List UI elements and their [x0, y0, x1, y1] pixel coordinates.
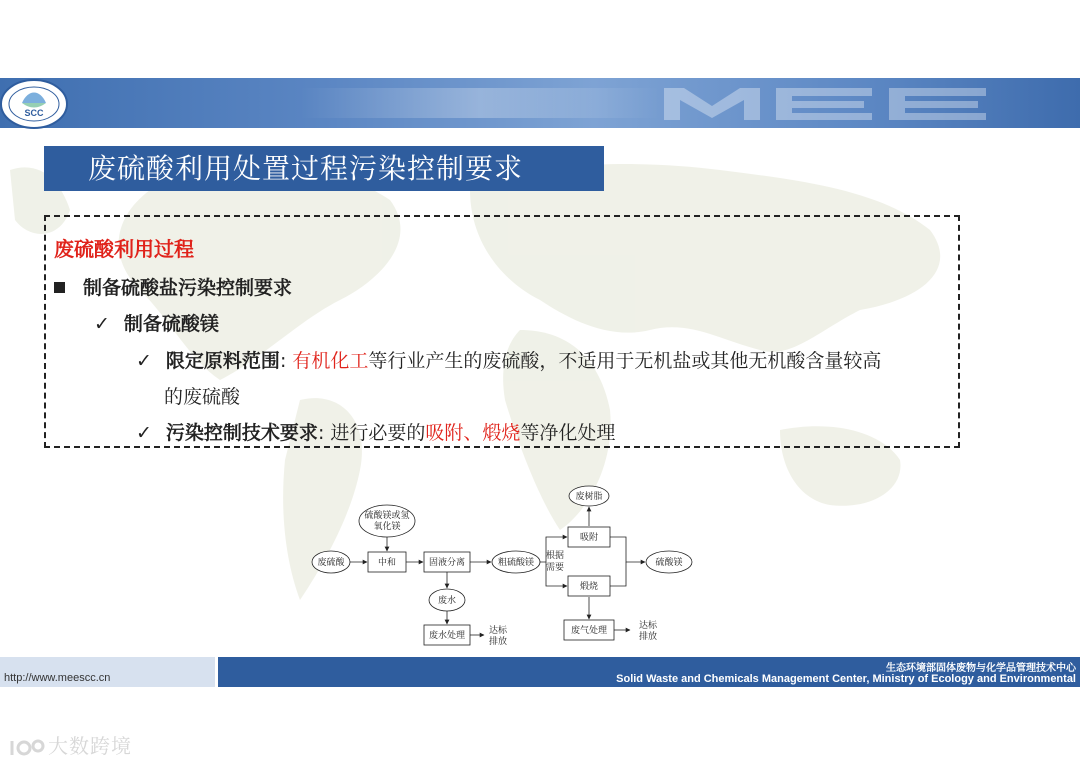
label-discharge-1: 达标 [488, 626, 508, 636]
bullet-item [54, 273, 292, 300]
watermark-text: 大数跨境 [48, 734, 132, 758]
content-box [44, 215, 960, 448]
label-discharge-2: 排放 [488, 637, 508, 647]
slide-title: 废硫酸利用处置过程污染控制要求 [44, 146, 604, 191]
highlight-text: 有机化工 [292, 350, 369, 372]
requirement-item-control-tech [136, 418, 615, 445]
organization-name-en: Solid Waste and Chemicals Management Center, Ministry of Ecology and Environmental [616, 673, 1076, 685]
watermark-logo-icon [8, 737, 48, 759]
requirement-text: 等净化处理 [520, 422, 616, 444]
sub-item [94, 309, 219, 336]
label-adsorb: 吸附 [579, 533, 599, 543]
label-colon: : [279, 350, 287, 372]
label-neutralize: 中和 [377, 558, 397, 568]
label-wastewater: 废水 [437, 596, 457, 606]
requirement-label: 限定原料范围 [165, 350, 280, 372]
label-crude: 粗硫酸镁 [497, 558, 535, 568]
label-gas-treatment: 废气处理 [570, 626, 608, 636]
square-bullet-icon [54, 282, 65, 293]
label-decide-1: 根据 [545, 551, 565, 561]
label-decide-2: 需要 [545, 563, 565, 573]
label-resin: 废树脂 [575, 492, 603, 502]
mee-banner-letters [664, 86, 989, 122]
section-heading: 废硫酸利用过程 [54, 237, 194, 261]
check-icon: ✓ [94, 313, 110, 335]
requirement-text: 进行必要的 [330, 422, 426, 444]
node-reagent [359, 505, 415, 537]
requirement-label: 污染控制技术要求 [165, 422, 318, 444]
label-separation: 固液分离 [428, 558, 466, 568]
label-colon: : [317, 422, 325, 444]
label-calcine: 煅烧 [579, 582, 599, 592]
label-product: 硫酸镁 [655, 558, 683, 568]
label-discharge-2: 排放 [638, 632, 658, 642]
check-icon: ✓ [136, 422, 152, 444]
highlight-text: 吸附、煅烧 [425, 422, 521, 444]
website-link[interactable]: http://www.meescc.cn [4, 672, 111, 684]
label-reagent-2: 氧化镁 [373, 522, 401, 532]
requirement-text: 等行业产生的废硫酸，不适用于无机盐或其他无机酸含量较高 [368, 350, 882, 372]
label-ww-treatment: 废水处理 [428, 631, 466, 641]
label-waste-acid: 废硫酸 [317, 558, 345, 568]
footer-bar [0, 657, 1080, 687]
label-discharge-1: 达标 [638, 621, 658, 631]
check-icon: ✓ [136, 350, 152, 372]
svg-text:SCC: SCC [24, 108, 44, 118]
scc-logo [0, 79, 72, 129]
process-flow-diagram [300, 480, 720, 655]
label-reagent-1: 硫酸镁或氢 [364, 511, 410, 521]
sub-item-text: 制备硫酸镁 [123, 313, 219, 335]
bullet-text: 制备硫酸盐污染控制要求 [83, 277, 293, 299]
requirement-continuation: 的废硫酸 [164, 386, 241, 408]
brand-watermark [8, 730, 132, 759]
requirement-item-raw-material [136, 346, 881, 373]
organization-name-cn: 生态环境部固体废物与化学品管理技术中心 [886, 663, 1076, 674]
